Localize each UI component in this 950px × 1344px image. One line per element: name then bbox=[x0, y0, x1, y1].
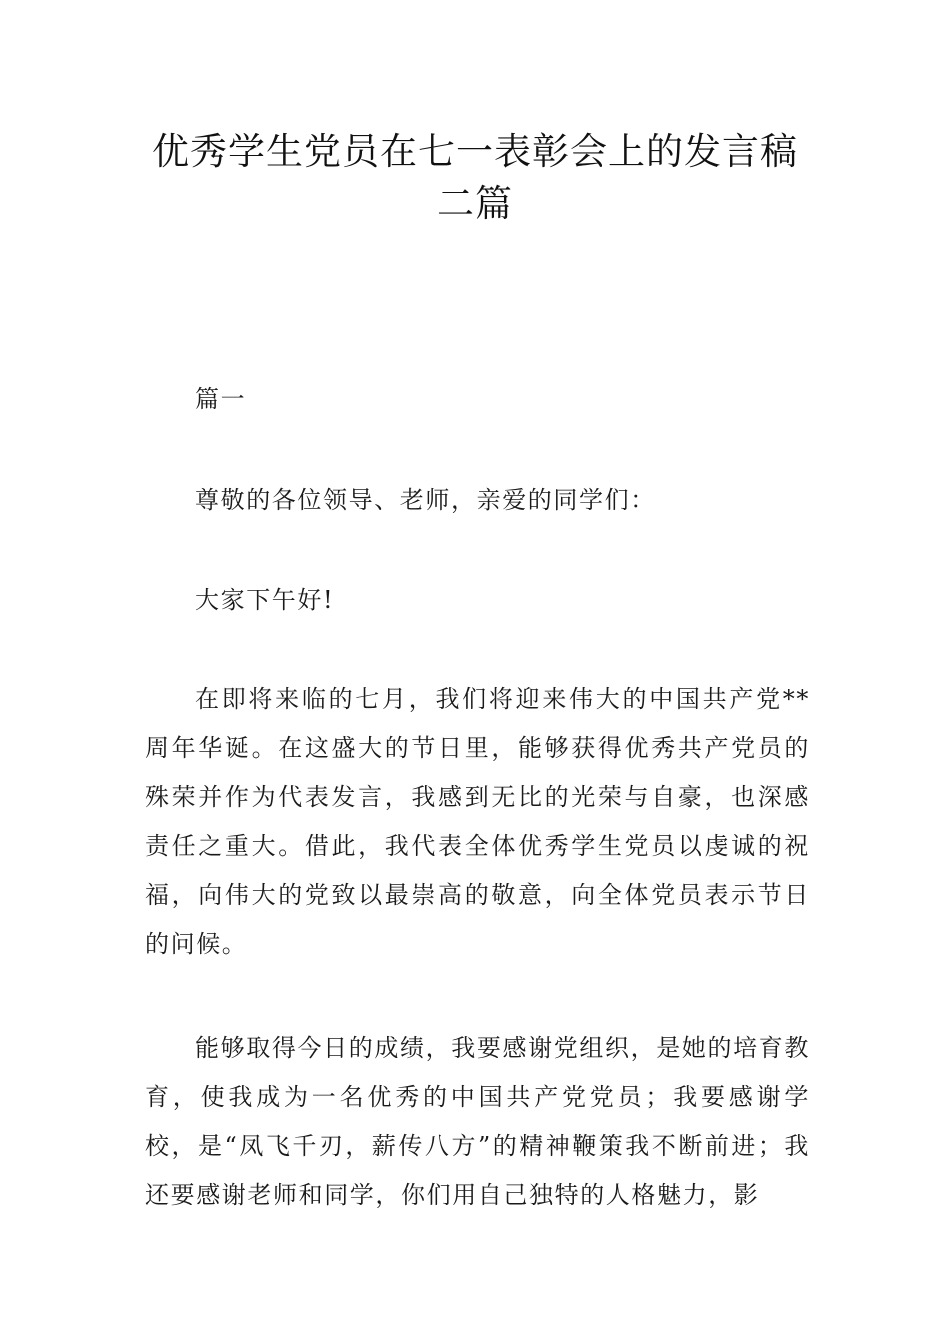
body-paragraph: 能够取得今日的成绩，我要感谢党组织，是她的培育教育，使我成为一名优秀的中国共产党党员；我要感谢学校，是“凤飞千刃，薪传八方”的精神鞭策我不断前进；我还要感谢老师和同学，你们用自己独特的人格魅力，影 bbox=[145, 1034, 810, 1209]
greeting-paragraph: 大家下午好! bbox=[195, 586, 335, 614]
body-paragraph: 在即将来临的七月，我们将迎来伟大的中国共产党**周年华诞。在这盛大的节日里，能够获得优秀共产党员的殊荣并作为代表发言，我感到无比的光荣与自豪，也深感责任之重大。借此，我代表全体优秀学生党员以虔诚的祝福，向伟大的党致以最崇高的敬意，向全体党员表示节日的问候。 bbox=[145, 685, 810, 958]
salutation-paragraph: 尊敬的各位领导、老师，亲爱的同学们： bbox=[195, 486, 656, 514]
document-title: 优秀学生党员在七一表彰会上的发言稿二篇 bbox=[152, 130, 798, 225]
section-heading: 篇一 bbox=[195, 385, 247, 413]
